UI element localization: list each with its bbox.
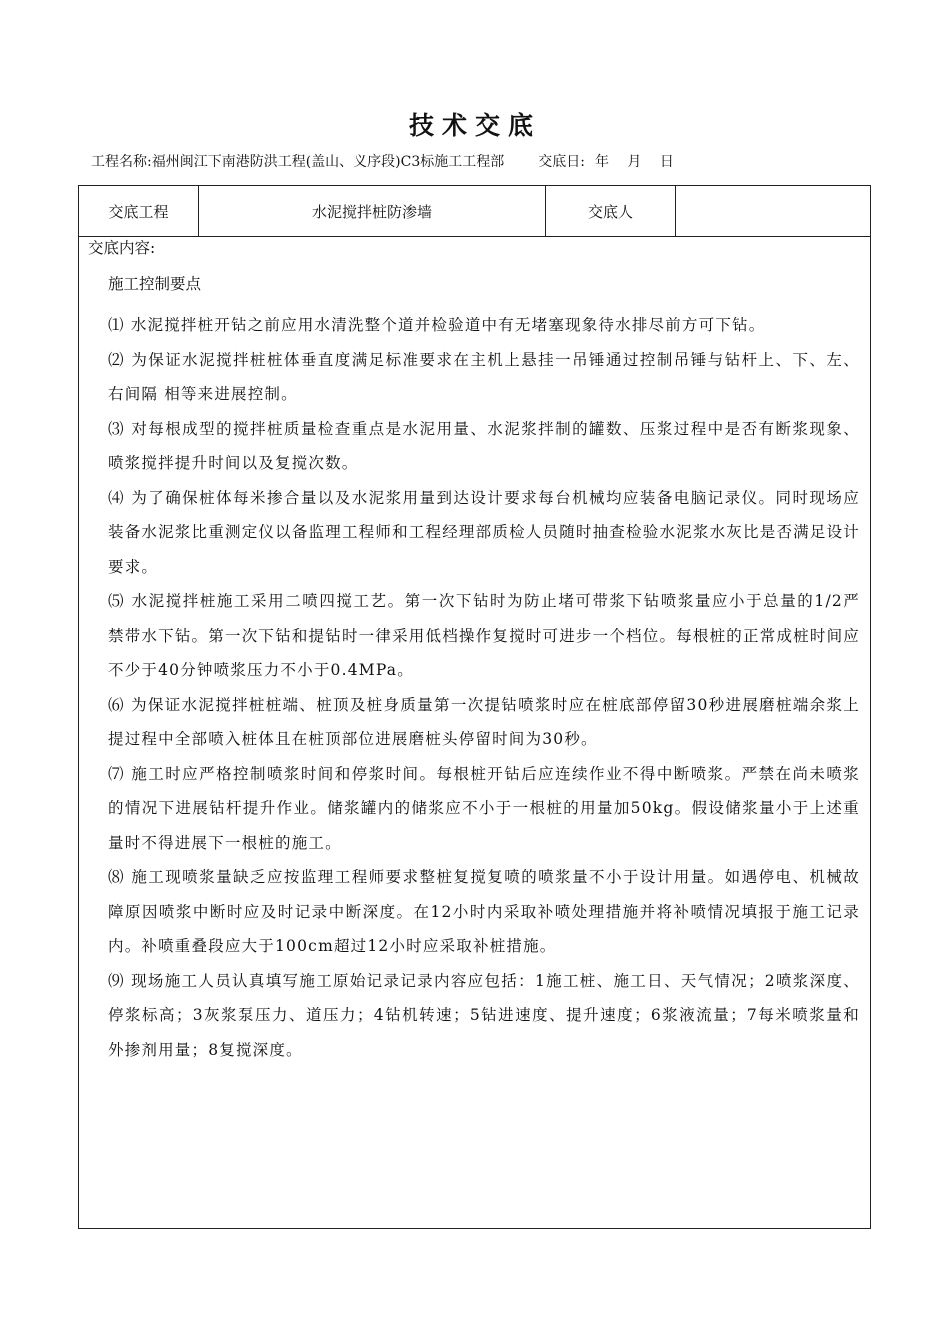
content-area bbox=[79, 236, 870, 1228]
list-item: ⑼ 现场施工人员认真填写施工原始记录记录内容应包括：1施工桩、施工日、天气情况；2喷浆深度、停浆标高；3灰浆泵压力、道压力；4钻机转速；5钻进速度、提升速度；6浆液流量；7每米喷浆量和外掺剂用量；8复搅深度。 bbox=[108, 971, 860, 1059]
document-title: 技术交底 bbox=[408, 111, 541, 140]
list-item: ⑺ 施工时应严格控制喷浆时间和停浆时间。每根桩开钻后应连续作业不得中断喷浆。严禁在尚未喷浆的情况下进展钻杆提升作业。储浆罐内的储浆应不小于一根桩的用量加50kg。假设储浆量小于上述重量时不得进展下一根桩的施工。 bbox=[108, 764, 860, 852]
disclosure-table bbox=[78, 185, 871, 1229]
list-item: ⑶ 对每根成型的搅拌桩质量检查重点是水泥用量、水泥浆拌制的罐数、压浆过程中是否有断浆现象、喷浆搅拌提升时间以及复搅次数。 bbox=[108, 419, 860, 472]
table-header-row bbox=[79, 186, 870, 237]
list-item: ⑴ 水泥搅拌桩开钻之前应用水清洗整个道并检验道中有无堵塞现象待水排尽前方可下钻。 bbox=[108, 316, 766, 334]
item-list bbox=[108, 308, 860, 1067]
project-name-value: 福州闽江下南港防洪工程(盖山、义序段)C3标施工工程部 bbox=[151, 154, 505, 170]
list-item: ⑸ 水泥搅拌桩施工采用二喷四搅工艺。第一次下钻时为防止堵可带浆下钻喷浆量应小于总量的1/2严禁带水下钻。第一次下钻和提钻时一律采用低档操作复搅时可进步一个档位。每根桩的正常成桩时间应不少于40分钟喷浆压力不小于0.4MPa。 bbox=[108, 592, 860, 679]
project-cell-value: 水泥搅拌桩防渗墙 bbox=[199, 186, 546, 236]
project-meta-line bbox=[91, 151, 674, 171]
content-label: 交底内容: bbox=[88, 239, 156, 257]
list-item: ⑵ 为保证水泥搅拌桩桩体垂直度满足标准要求在主机上悬挂一吊锤通过控制吊锤与钻杆上、下、左、右间隔 相等来进展控制。 bbox=[108, 350, 860, 403]
date-label: 交底日: bbox=[538, 154, 585, 170]
list-item: ⑻ 施工现喷浆量缺乏应按监理工程师要求整桩复搅复喷的喷浆量不小于设计用量。如遇停电、机械故障原因喷浆中断时应及时记录中断深度。在12小时内采取补喷处理措施并将补喷情况填报于施工记录内。补喷重叠段应大于100cm超过12小时应采取补桩措施。 bbox=[108, 868, 860, 955]
project-cell-label: 交底工程 bbox=[79, 186, 199, 236]
date-value: 年 月 日 bbox=[594, 154, 674, 170]
person-cell-value bbox=[676, 186, 870, 236]
section-title: 施工控制要点 bbox=[108, 275, 202, 293]
person-cell-label: 交底人 bbox=[546, 186, 676, 236]
list-item: ⑹ 为保证水泥搅拌桩桩端、桩顶及桩身质量第一次提钻喷浆时应在桩底部停留30秒进展磨桩端余浆上提过程中全部喷入桩体且在桩顶部位进展磨桩头停留时间为30秒。 bbox=[108, 695, 860, 748]
list-item: ⑷ 为了确保桩体每米掺合量以及水泥浆用量到达设计要求每台机械均应装备电脑记录仪。同时现场应装备水泥浆比重测定仪以备监理工程师和工程经理部质检人员随时抽查检验水泥浆水灰比是否满足设计要求。 bbox=[108, 488, 860, 576]
project-name-label: 工程名称: bbox=[91, 154, 152, 170]
